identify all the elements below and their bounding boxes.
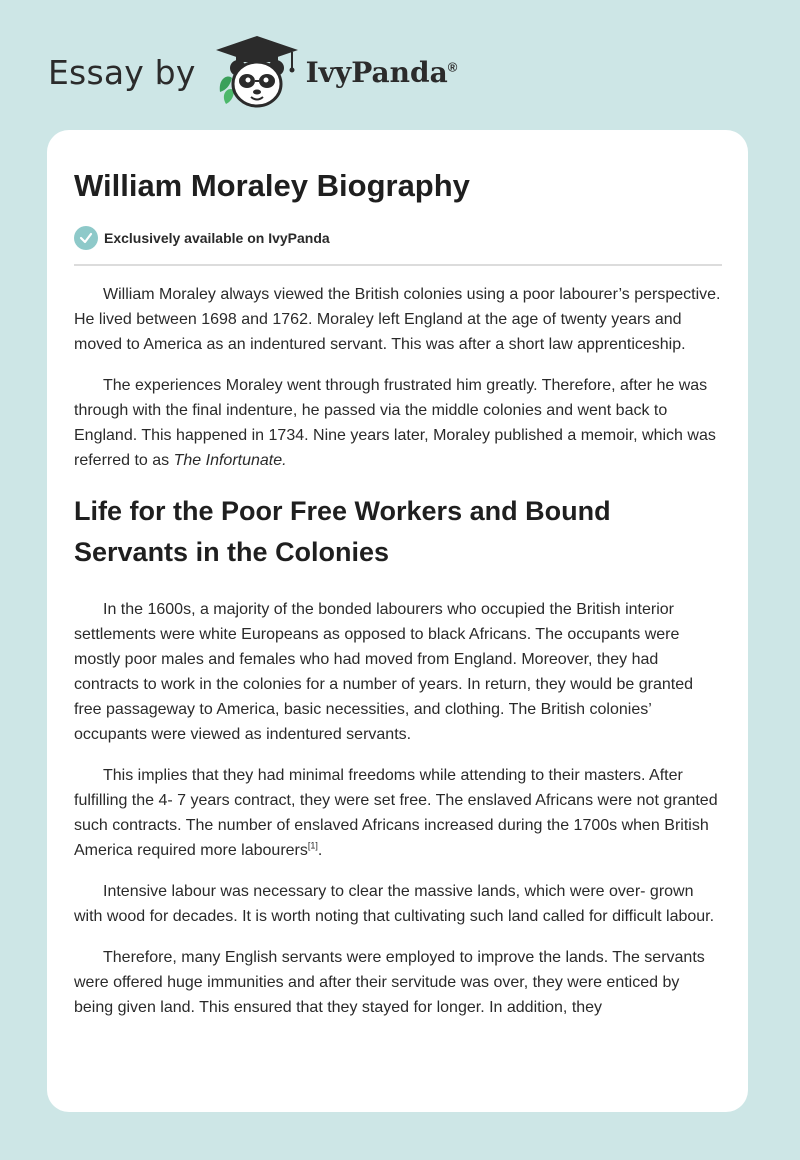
exclusive-badge — [74, 226, 722, 266]
brand-name: IvyPanda® — [305, 55, 458, 89]
section-paragraph-3: Intensive labour was necessary to clear the massive lands, which were over- grown with wood for decades. It is worth noting that cultivating such land called for difficult labour. — [74, 883, 715, 925]
brand-essay-by: Essay by — [48, 52, 196, 92]
registered-mark: ® — [447, 59, 458, 75]
article-title: William Moraley Biography — [74, 168, 470, 203]
exclusive-label: Exclusively available on IvyPanda — [104, 230, 330, 246]
footnote-ref-link[interactable]: [1] — [307, 840, 318, 851]
section-paragraph-4: Therefore, many English servants were employed to improve the lands. The servants were offered huge immunities and after their servitude was over, they were enticed by being given land. This ensured that they stayed for longer. In addition, they — [74, 949, 705, 1016]
intro-paragraph-2: The experiences Moraley went through frustrated him greatly. Therefore, after he was through with the final indenture, he passed via the middle colonies and went back to England. This happened in 1734. Nine years later, Moraley published a memoir, which was referred to as The Infortunate. — [74, 377, 716, 469]
check-icon — [74, 226, 98, 250]
intro-paragraph: William Moraley always viewed the British colonies using a poor labourer’s perspective. He lived between 1698 and 1762. Moraley left England at the age of twenty years and moved to America as an indentured servant. This was after a short law apprenticeship. — [74, 286, 721, 353]
article-card — [47, 130, 748, 1112]
section-paragraph-1: In the 1600s, a majority of the bonded labourers who occupied the British interior settlements were white Europeans as opposed to black Africans. The occupants were mostly poor males and females who had moved from England. Moreover, they had contracts to work in the colonies for a number of years. In return, they would be granted free passageway to America, basic necessities, and clothing. The British colonies’ occupants were viewed as indentured servants. — [74, 601, 693, 743]
memoir-title: The Infortunate. — [173, 452, 287, 469]
panda-logo-icon[interactable] — [214, 34, 300, 110]
section-heading: Life for the Poor Free Workers and Bound Servants in the Colonies — [74, 496, 611, 567]
brand-header — [48, 34, 457, 110]
section-paragraph-2: This implies that they had minimal freedoms while attending to their masters. After fulfilling the 4- 7 years contract, they were set free. The enslaved Africans were not granted such contracts. The number of enslaved Africans increased during the 1700s when British America required more labourers[1]. — [74, 767, 718, 859]
